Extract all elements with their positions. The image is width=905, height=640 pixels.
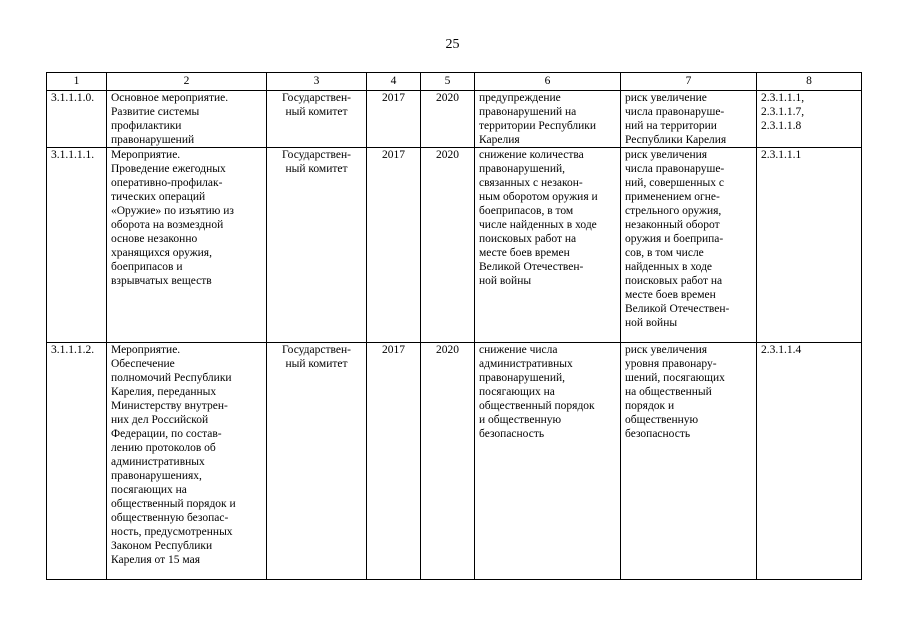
cell-activity-name-line: Мероприятие. — [111, 344, 181, 356]
cell-expected-result-line: предупреждение — [479, 92, 561, 104]
cell-expected-result-line: общественный порядок — [479, 400, 595, 412]
cell-risk-line: уровня правонару- — [625, 358, 717, 370]
cell-risk-line: Республики Карелия — [625, 134, 727, 146]
cell-activity-name-line: Обеспечение — [111, 358, 175, 370]
cell-risk — [621, 148, 757, 343]
cell-expected-result-line: территории Республики — [479, 120, 597, 132]
cell-activity-name-line: ность, предусмотренных — [111, 526, 233, 538]
cell-activity-name-line: Мероприятие. — [111, 149, 181, 161]
table-row — [47, 148, 862, 343]
cell-activity-name-line: общественную безопас- — [111, 512, 229, 524]
cell-indicators — [757, 343, 862, 580]
cell-activity-name-line: правонарушений — [111, 134, 195, 146]
cell-activity-name-line: основе незаконно — [111, 233, 198, 245]
cell-start-year: 2017 — [367, 148, 421, 343]
cell-risk-line: риск увеличение — [625, 92, 707, 104]
cell-activity-name-line: боеприпасов и — [111, 261, 183, 273]
cell-expected-result — [475, 148, 621, 343]
cell-executor — [267, 343, 367, 580]
cell-expected-result-line: боеприпасов, в том — [479, 205, 574, 217]
cell-start-year: 2017 — [367, 91, 421, 148]
cell-activity-name-line: профилактики — [111, 120, 182, 132]
cell-risk-line: оружия и боеприпа- — [625, 233, 724, 245]
cell-executor-line: Государствен- — [282, 92, 351, 104]
cell-indicators-line: 2.3.1.1.8 — [761, 120, 802, 132]
cell-risk-line: стрельного оружия, — [625, 205, 722, 217]
cell-risk-line: сов, в том числе — [625, 247, 704, 259]
cell-risk — [621, 343, 757, 580]
cell-activity-name-line: административных — [111, 456, 205, 468]
cell-start-year: 2017 — [367, 343, 421, 580]
cell-expected-result-line: правонарушений, — [479, 372, 566, 384]
cell-activity-name-line: Федерации, по состав- — [111, 428, 222, 440]
column-header-8: 8 — [757, 73, 862, 91]
cell-end-year: 2020 — [421, 91, 475, 148]
cell-activity-name-line: «Оружие» по изъятию из — [111, 205, 234, 217]
cell-expected-result-line: и общественную — [479, 414, 562, 426]
column-header-4: 4 — [367, 73, 421, 91]
cell-risk-line: шений, посягающих — [625, 372, 725, 384]
program-activities-table — [46, 72, 862, 580]
cell-activity-name-line: общественный порядок и — [111, 498, 236, 510]
cell-executor-line: ный комитет — [285, 106, 348, 118]
cell-risk-line: риск увеличения — [625, 344, 708, 356]
cell-executor-line: ный комитет — [285, 163, 348, 175]
cell-expected-result-line: числе найденных в ходе — [479, 219, 597, 231]
cell-activity-name-line: правонарушениях, — [111, 470, 202, 482]
cell-activity-name-line: оборота на возмездной — [111, 219, 224, 231]
cell-activity-name-line: Проведение ежегодных — [111, 163, 226, 175]
cell-activity-name-line: Карелия, переданных — [111, 386, 217, 398]
cell-expected-result-line: ным оборотом оружия и — [479, 191, 598, 203]
cell-code: 3.1.1.1.0. — [47, 91, 107, 148]
table-row — [47, 91, 862, 148]
cell-activity-name-line: Законом Республики — [111, 540, 213, 552]
cell-indicators-line: 2.3.1.1.7, — [761, 106, 805, 118]
cell-risk-line: найденных в ходе — [625, 261, 713, 273]
cell-indicators — [757, 91, 862, 148]
cell-activity-name-line: Основное мероприятие. — [111, 92, 229, 104]
cell-executor-line: Государствен- — [282, 149, 351, 161]
column-header-2: 2 — [107, 73, 267, 91]
cell-activity-name-line: полномочий Республики — [111, 372, 232, 384]
cell-risk-line: поисковых работ на — [625, 275, 723, 287]
cell-activity-name-line: лению протоколов об — [111, 442, 216, 454]
table-row — [47, 343, 862, 580]
cell-activity-name — [107, 343, 267, 580]
cell-activity-name-line: хранящихся оружия, — [111, 247, 212, 259]
cell-expected-result-line: поисковых работ на — [479, 233, 577, 245]
cell-activity-name-line: посягающих на — [111, 484, 187, 496]
column-header-5: 5 — [421, 73, 475, 91]
cell-expected-result-line: правонарушений, — [479, 163, 566, 175]
cell-risk-line: Великой Отечествен- — [625, 303, 730, 315]
cell-risk-line: числа правонаруше- — [625, 163, 725, 175]
table-header-row — [47, 73, 862, 91]
cell-activity-name-line: тических операций — [111, 191, 206, 203]
cell-executor-line: Государствен- — [282, 344, 351, 356]
cell-expected-result-line: ной войны — [479, 275, 532, 287]
cell-expected-result-line: связанных с незакон- — [479, 177, 583, 189]
cell-activity-name-line: них дел Российской — [111, 414, 209, 426]
cell-risk — [621, 91, 757, 148]
cell-risk-line: порядок и — [625, 400, 675, 412]
cell-expected-result-line: безопасность — [479, 428, 545, 440]
cell-code: 3.1.1.1.1. — [47, 148, 107, 343]
column-header-6: 6 — [475, 73, 621, 91]
cell-activity-name-line: оперативно-профилак- — [111, 177, 223, 189]
cell-risk-line: незаконный оборот — [625, 219, 720, 231]
cell-indicators-line: 2.3.1.1.1 — [761, 149, 802, 161]
cell-expected-result-line: правонарушений на — [479, 106, 577, 118]
cell-end-year: 2020 — [421, 343, 475, 580]
cell-risk-line: общественную — [625, 414, 699, 426]
cell-expected-result-line: Великой Отечествен- — [479, 261, 584, 273]
cell-expected-result-line: месте боев времен — [479, 247, 570, 259]
cell-activity-name-line: Карелия от 15 мая — [111, 554, 201, 566]
cell-activity-name-line: взрывчатых веществ — [111, 275, 212, 287]
cell-indicators-line: 2.3.1.1.1, — [761, 92, 805, 104]
cell-activity-name — [107, 91, 267, 148]
cell-executor-line: ный комитет — [285, 358, 348, 370]
cell-executor — [267, 91, 367, 148]
cell-expected-result — [475, 343, 621, 580]
cell-risk-line: на общественный — [625, 386, 712, 398]
cell-risk-line: безопасность — [625, 428, 691, 440]
cell-indicators-line: 2.3.1.1.4 — [761, 344, 802, 356]
cell-expected-result-line: административных — [479, 358, 573, 370]
column-header-3: 3 — [267, 73, 367, 91]
cell-expected-result-line: посягающих на — [479, 386, 555, 398]
column-header-7: 7 — [621, 73, 757, 91]
cell-indicators — [757, 148, 862, 343]
cell-activity-name-line: Развитие системы — [111, 106, 200, 118]
cell-activity-name-line: Министерству внутрен- — [111, 400, 228, 412]
cell-expected-result — [475, 91, 621, 148]
page-number: 25 — [445, 37, 460, 52]
cell-risk-line: применением огне- — [625, 191, 720, 203]
cell-risk-line: риск увеличения — [625, 149, 708, 161]
cell-code: 3.1.1.1.2. — [47, 343, 107, 580]
cell-end-year: 2020 — [421, 148, 475, 343]
cell-activity-name — [107, 148, 267, 343]
cell-executor — [267, 148, 367, 343]
cell-risk-line: ний, совершенных с — [625, 177, 725, 189]
cell-risk-line: числа правонаруше- — [625, 106, 725, 118]
column-header-1: 1 — [47, 73, 107, 91]
cell-risk-line: ной войны — [625, 317, 678, 329]
cell-expected-result-line: снижение числа — [479, 344, 558, 356]
cell-risk-line: месте боев времен — [625, 289, 716, 301]
cell-risk-line: ний на территории — [625, 120, 717, 132]
cell-expected-result-line: снижение количества — [479, 149, 584, 161]
cell-expected-result-line: Карелия — [479, 134, 520, 146]
